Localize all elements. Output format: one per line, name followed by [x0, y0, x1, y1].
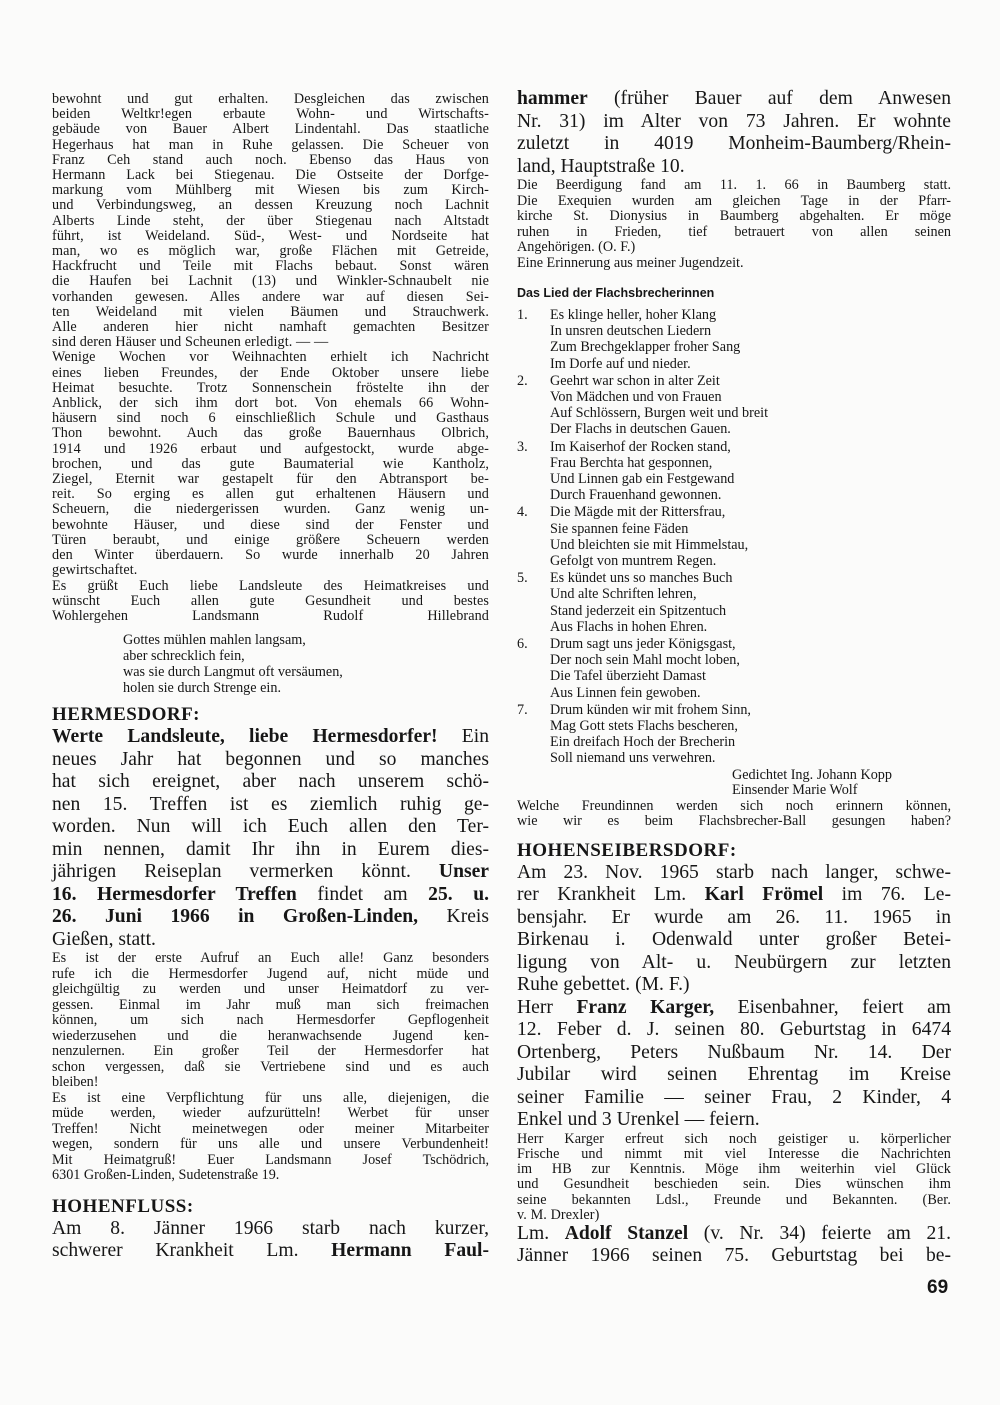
text-line: [517, 884, 951, 907]
text-line: Anblick, der sich ihm dort bot. Von ehemals 66 Wohn-: [52, 395, 489, 412]
stanza-number: 2.: [517, 372, 528, 389]
text-line: min nennen, damit Ihr ihn in Eurem dies-: [52, 838, 489, 860]
left-column: [52, 92, 489, 1263]
text-line: Aus Linnen fein gewoben.: [550, 684, 701, 701]
text-line: nen 15. Treffen ist es ziemlich ruhig ge-: [52, 793, 489, 815]
text-line: schon vergessen, daß sie Vertriebene sind und es auch: [52, 1058, 489, 1075]
text-line: Es klinge heller, hoher Klang: [550, 307, 717, 323]
text-line: führt, ist Weideland. Süd-, West- und Nordseite hat: [52, 227, 489, 244]
bold-text: Werte Landsleute, liebe Hermesdorfer!: [52, 726, 438, 748]
text-segment: rer Krankheit Lm.: [517, 884, 705, 906]
text-segment: (v. Nr. 34) feierte am 21.: [688, 1222, 951, 1244]
text-line: Es ist eine Verpflichtung für uns alle, diejenigen, die: [52, 1089, 489, 1106]
text-line: [52, 861, 489, 884]
text-line: Türen beraubt, und einige größere Scheuern werden: [52, 531, 489, 548]
text-line: gleichgültig zu werden und unser Heimatdorf zu ver-: [52, 981, 489, 998]
text-line: brochen, und das gute Baumaterial wie Kantholz,: [52, 455, 489, 472]
text-line: Ziegel, Eternit war gestapelt für den Abtransport be-: [52, 471, 489, 488]
text-line: Die Mägde mit der Rittersfrau,: [550, 504, 726, 521]
text-line: Drum künden wir mit frohem Sinn,: [550, 701, 751, 718]
text-line: Frische und nimmt mit viel Interesse die Nachrichten: [517, 1145, 951, 1162]
text-line: markung vom Mühlberg mit Wiesen bis zum Kirch-: [52, 182, 489, 199]
text-line: Enkel und 3 Urenkel — feiern.: [517, 1109, 760, 1131]
poem-verse: [52, 632, 489, 696]
text-line: Stand jederzeit ein Spitzentuch: [550, 602, 727, 619]
text-line: Das Lied der Flachsbrecherinnen: [517, 286, 715, 300]
stanza-number: 4.: [517, 504, 528, 521]
text-line: holen sie durch Strenge ein.: [123, 680, 281, 697]
text-line: ruhen in Frieden, tief betrauert von allen seinen: [517, 223, 951, 240]
text-line: Durch Frauenhand gewonnen.: [550, 487, 722, 504]
text-line: [52, 884, 489, 907]
section-heading: [517, 840, 951, 862]
text-line: eines lieben Freundes, der Ende Oktober unsere liebe: [52, 364, 489, 381]
text-line: Jänner 1966 seinen 75. Geburtstag bei be-: [517, 1245, 951, 1267]
text-line: kirche St. Dionysius in Baumberg abgehalten. Er möge: [517, 208, 951, 224]
bold-text: hammer: [517, 88, 588, 109]
paragraph-large: [52, 726, 489, 951]
bold-text: Adolf Stanzel: [564, 1222, 689, 1244]
text-line: seine bekannten Ldsl., Freunde und Bekannten. (Ber.: [517, 1191, 951, 1208]
text-line: Auf Schlössern, Burgen weit und breit: [550, 405, 769, 422]
right-column: [517, 88, 951, 1268]
text-line: sind deren Häuser und Scheunen erledigt. — —: [52, 334, 329, 351]
text-line: ten Weideland mit vielen Bäumen und Strauchwerk.: [52, 303, 489, 320]
section-heading: [52, 1196, 489, 1218]
bold-text: Hermann Faul-: [331, 1240, 489, 1262]
stanza: [517, 570, 951, 635]
text-segment: Eisenbahner, feiert am: [714, 996, 952, 1018]
text-line: Die Beerdigung fand am 11. 1. 66 in Baumberg statt.: [517, 177, 951, 193]
text-line: Am 23. Nov. 1965 starb nach langer, schwe-: [517, 861, 951, 883]
text-line: seiner Familie — seiner Frau, 2 Kinder, 4: [517, 1086, 951, 1108]
text-line: Aus Flachs in hohen Ehren.: [550, 618, 708, 635]
text-segment: findet am: [296, 883, 429, 905]
text-line: bensjahr. Er wurde am 26. 11. 1965 in: [517, 906, 951, 928]
stanza-number: 3.: [517, 438, 528, 455]
stanza-number: 7.: [517, 701, 528, 718]
text-line: den Winter überdauern. So wurde innerhalb 20 Jahren: [52, 547, 489, 564]
text-line: was sie durch Langmut oft versäumen,: [123, 664, 343, 681]
text-line: gebäude von Bauer Albert Lindentahl. Das staatliche: [52, 121, 489, 138]
text-line: Herr Karger erfreut sich noch geistiger u. körperlicher: [517, 1130, 951, 1147]
paragraph-large: [517, 862, 951, 997]
text-line: Nr. 31) im Alter von 73 Jahren. Er wohnte: [517, 110, 951, 132]
paragraph-large: [52, 1218, 489, 1263]
text-line: Ortenberg, Peters Nußbaum Nr. 14. Der: [517, 1041, 951, 1063]
text-line: [52, 726, 489, 749]
stanza: [517, 636, 951, 701]
text-line: man, wo es möglich war, große Flächen mit Getreide,: [52, 243, 489, 260]
paragraph: [52, 579, 489, 625]
bold-text: 26. Juni 1966 in Großen-Linden,: [52, 906, 419, 928]
text-line: 12. Feber d. J. seinen 80. Geburtstag in 6474: [517, 1019, 951, 1041]
text-line: Treffen! Nicht meinetwegen oder meiner Mitarbeiter: [52, 1120, 489, 1137]
text-line: ligung von Alt- u. Neubürgern zur letzten: [517, 951, 951, 973]
text-line: Frau Berchta hat gesponnen,: [550, 454, 713, 471]
text-line: Welche Freundinnen werden sich noch erinnern können,: [517, 797, 951, 814]
text-line: Eine Erinnerung aus meiner Jugendzeit.: [517, 254, 744, 271]
text-line: worden. Nun will ich Euch allen den Ter-: [52, 816, 489, 838]
text-line: und Verbindungsweg, an dessen Kreuzung noch Lachnit: [52, 197, 489, 214]
text-line: Die Tafel überzieht Damast: [550, 668, 706, 685]
text-line: gessen. Einmal im Jahr muß man sich freimachen: [52, 996, 489, 1013]
text-line: [52, 906, 489, 929]
text-line: Und alte Schriften lehren,: [550, 586, 697, 603]
text-segment: schwerer Krankheit Lm.: [52, 1240, 332, 1262]
text-line: wie wir es beim Flachsbrecher-Ball gesungen haben?: [517, 813, 951, 830]
text-line: wünscht Euch allen gute Gesundheit und bestes: [52, 592, 489, 609]
text-line: Mag Gott stets Flachs bescheren,: [550, 718, 738, 735]
text-line: v. M. Drexler): [517, 1206, 600, 1223]
text-line: Mit Heimatgruß! Euer Landsmann Josef Tschödrich,: [52, 1151, 489, 1168]
text-segment: Kreis: [418, 906, 489, 928]
text-line: Zum Brechgeklapper froher Sang: [550, 339, 741, 356]
text-line: Sie spannen feine Fäden: [550, 520, 689, 537]
text-line: Der noch sein Mahl mocht loben,: [550, 652, 740, 669]
text-line: Geehrt war schon in alter Zeit: [550, 372, 720, 389]
stanza: [517, 373, 951, 438]
bold-text: Unser: [438, 861, 489, 883]
text-line: bewohnte Häuser, und diese sind der Fenster und: [52, 516, 489, 533]
text-line: Ein dreifach Hoch der Brecherin: [550, 734, 736, 751]
text-line: rufe ich die Hermesdorfer Jugend auf, nicht müde und: [52, 965, 489, 982]
text-line: Angehörigen. (O. F.): [517, 239, 636, 255]
text-line: neues Jahr hat begonnen und so manches: [52, 748, 489, 770]
bold-text: Karl Frömel: [704, 884, 824, 906]
text-line: [517, 997, 951, 1020]
text-line: Jubilar wird seinen Ehrentag im Kreise: [517, 1064, 951, 1086]
text-line: beiden Weltkr!egen erbaute Wohn- und Wirtschafts-: [52, 106, 489, 123]
page-number: 69: [927, 1277, 949, 1298]
text-line: Am 8. Jänner 1966 starb nach kurzer,: [52, 1217, 489, 1239]
text-segment: im 76. Le-: [823, 884, 951, 906]
text-line: Der Flachs in deutschen Gauen.: [550, 421, 731, 438]
text-line: Scheuern, die niedergerissen wurden. Ganz wenig un-: [52, 501, 489, 518]
paragraph: [52, 1091, 489, 1184]
text-line: können, um sich nach Hermesdorfer Gepflogenheit: [52, 1012, 489, 1029]
stanza-number: 6.: [517, 636, 528, 653]
song-stanzas: [517, 307, 951, 767]
text-line: vorhanden gewesen. Alles andere war auf diesen Sei-: [52, 288, 489, 305]
text-line: 1914 und 1926 erbaut und aufgestockt, wurde abge-: [52, 440, 489, 457]
text-line: Birkenau i. Odenwald unter großer Betei-: [517, 929, 951, 951]
section-heading: [52, 704, 489, 726]
text-line: müde werden, wieder aufzurütteln! Werbet für unser: [52, 1105, 489, 1122]
text-line: nenzulernen. Ein großer Teil der Hermesdorfer hat: [52, 1043, 489, 1060]
text-line: Heimat besuchte. Trotz Sonnenschein fröstelte ihn der: [52, 379, 489, 396]
text-line: [517, 1223, 951, 1246]
paragraph-large: [517, 997, 951, 1132]
text-line: Hackfrucht und Teile mit Flachs bebaut. Sonst wären: [52, 258, 489, 275]
text-line: [517, 88, 951, 111]
text-line: Alberts Linde steht, der über Stiegenau nach Altstadt: [52, 212, 489, 229]
stanza: [517, 439, 951, 504]
text-line: wegen, sondern für uns alle und unsere Verbundenheit!: [52, 1136, 489, 1153]
text-line: Gießen, statt.: [52, 928, 156, 950]
text-line: 6301 Großen-Linden, Sudetenstraße 19.: [52, 1167, 280, 1184]
paragraph: [52, 951, 489, 1091]
text-line: land, Hauptstraße 10.: [517, 155, 685, 177]
signature: [517, 768, 951, 799]
stanza: [517, 504, 951, 569]
text-line: Im Kaiserhof der Rocken stand,: [550, 438, 731, 455]
text-line: Franz Ceh stand auch noch. Ebenso das Haus von: [52, 151, 489, 168]
text-line: Es kündet uns so manches Buch: [550, 570, 733, 587]
text-line: Es ist der erste Aufruf an Euch alle! Ganz besonders: [52, 950, 489, 967]
text-line: Thon bewohnt. Auch das große Bauernhaus Olbrich,: [52, 425, 489, 442]
paragraph: [517, 1132, 951, 1223]
text-line: Ruhe gebettet. (M. F.): [517, 974, 690, 996]
paragraph: [517, 178, 951, 256]
text-line: häusern sind noch 6 einschließlich Schule und Gasthaus: [52, 410, 489, 427]
text-line: Drum sagt uns jeder Königsgast,: [550, 636, 736, 653]
bold-text: Franz Karger,: [576, 996, 715, 1018]
text-segment: jährigen Reiseplan vermerken könnt.: [52, 861, 439, 883]
text-line: [52, 1240, 489, 1263]
text-line: HOHENFLUSS:: [52, 1195, 194, 1217]
stanza: [517, 702, 951, 767]
text-line: Wohlergehen Landsmann Rudolf Hillebrand: [52, 607, 489, 624]
text-line: bewohnt und gut erhalten. Desgleichen das zwischen: [52, 91, 489, 107]
song-title: [517, 285, 951, 301]
text-line: Hermann Lack bei Stiegenau. Die Ostseite der Dorfge-: [52, 167, 489, 184]
text-line: Von Mädchen und von Frauen: [550, 389, 722, 406]
text-line: Und bleichten sie mit Himmelstau,: [550, 536, 749, 553]
text-line: aber schrecklich fein,: [123, 648, 245, 665]
text-segment: Ein: [437, 726, 490, 748]
text-line: Es grüßt Euch liebe Landsleute des Heimatkreises und: [52, 577, 489, 594]
text-line: Gedichtet Ing. Johann Kopp: [732, 766, 892, 783]
text-line: HERMESDORF:: [52, 704, 200, 726]
stanza-number: 5.: [517, 570, 528, 587]
text-line: Und Linnen gab ein Festgewand: [550, 471, 735, 488]
text-line: Im Dorfe auf und nieder.: [550, 355, 691, 372]
bold-text: 25. u.: [428, 883, 490, 905]
text-line: Gottes mühlen mahlen langsam,: [123, 632, 306, 649]
paragraph: [517, 256, 951, 272]
text-line: hat sich ereignet, aber nach unserem schö-: [52, 771, 489, 793]
text-line: die Haufen bei Lachnit (13) und Winkler-Schnaubelt nie: [52, 273, 489, 290]
paragraph-large: [517, 88, 951, 178]
text-line: HOHENSEIBERSDORF:: [517, 839, 737, 861]
stanza-number: 1.: [517, 307, 528, 323]
text-line: reit. So erging es allen gut erhaltenen Häusern und: [52, 486, 489, 503]
text-line: Soll niemand uns verwehren.: [550, 750, 716, 767]
paragraph: [52, 92, 489, 350]
text-line: und Gesundheit beschieden sein. Dies wünschen ihm: [517, 1176, 951, 1193]
text-segment: Herr: [517, 996, 577, 1018]
text-line: Hegerhaus hat man in Ruhe gelassen. Die Scheuer von: [52, 136, 489, 153]
text-line: Einsender Marie Wolf: [732, 782, 858, 799]
text-line: wiederzusehen und die heranwachsende Jugend ken-: [52, 1027, 489, 1044]
paragraph: [517, 799, 951, 830]
text-line: bleiben!: [52, 1074, 99, 1091]
bold-text: 16. Hermesdorfer Treffen: [52, 883, 297, 905]
text-line: Gefolgt von muntrem Regen.: [550, 553, 717, 570]
stanza: [517, 307, 951, 372]
paragraph: [52, 350, 489, 578]
text-segment: (früher Bauer auf dem Anwesen: [587, 88, 951, 109]
text-line: im HB zur Kenntnis. Möge ihm weiterhin viel Glück: [517, 1161, 951, 1178]
text-line: Wenige Wochen vor Weihnachten erhielt ich Nachricht: [52, 349, 489, 366]
text-line: In unsren deutschen Liedern: [550, 323, 712, 340]
text-line: gewirtschaftet.: [52, 562, 138, 579]
text-line: Die Exequien wurden am gleichen Tage in der Pfarr-: [517, 192, 951, 209]
paragraph-large: [517, 1223, 951, 1268]
text-segment: Lm.: [517, 1222, 565, 1244]
text-line: zuletzt in 4019 Monheim-Baumberg/Rhein-: [517, 133, 951, 154]
text-line: Alle anderen hier nicht namhaft gemachten Besitzer: [52, 319, 489, 336]
